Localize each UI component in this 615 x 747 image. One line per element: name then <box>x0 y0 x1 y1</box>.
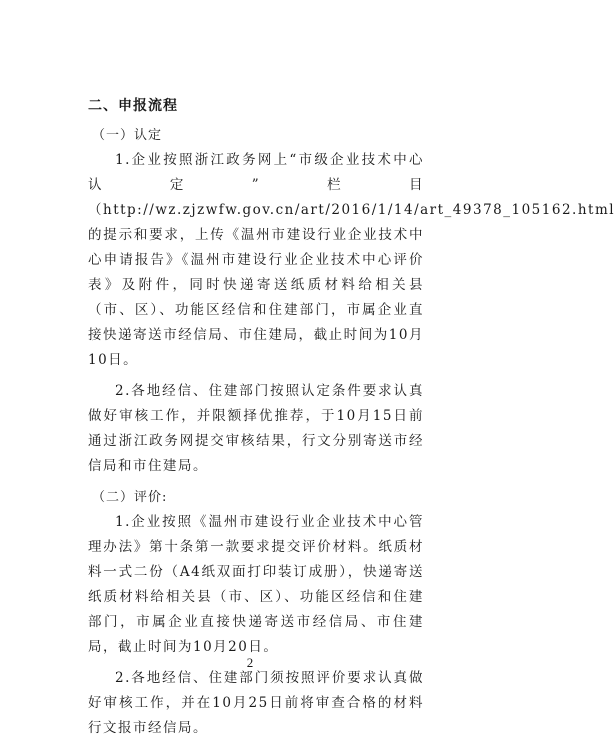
page-number: 2 <box>246 655 254 670</box>
document-body <box>88 94 615 747</box>
subsection-title-evaluation: （二）评价: <box>92 490 168 505</box>
section-heading: 二、申报流程 <box>88 98 178 114</box>
subsection-title-recognition: （一）认定 <box>92 128 163 143</box>
recognition-step-2: 2.各地经信、住建部门按照认定条件要求认真做好审核工作，并限额择优推荐，于10月15日前通过浙江政务网提交审核结果，行文分别寄送市经信局和市住建局。 <box>88 383 424 474</box>
evaluation-step-2: 2.各地经信、住建部门须按照评价要求认真做好审核工作，并在10月25日前将审查合格的材料行文报市经信局。 <box>88 670 424 736</box>
recognition-step-1: 1.企业按照浙江政务网上“市级企业技术中心认定”栏目（http://wz.zjzwfw.gov.cn/art/2016/1/14/art_49378_105162.html的提示和要求，上传《温州市建设行业企业技术中心申请报告》《温州市建设行业企业技术中心评价表》及附件，同时快递寄送纸质材料给相关县（市、区）、功能区经信和住建部门，市属企业直接快递寄送市经信局、市住建局，截止时间为10月10日。 <box>88 152 615 368</box>
evaluation-step-1: 1.企业按照《温州市建设行业企业技术中心管理办法》第十条第一款要求提交评价材料。纸质材料一式二份（A4纸双面打印装订成册），快递寄送纸质材料给相关县（市、区）、功能区经信和住建部门，市属企业直接快递寄送市经信局、市住建局，截止时间为10月20日。 <box>88 514 424 655</box>
